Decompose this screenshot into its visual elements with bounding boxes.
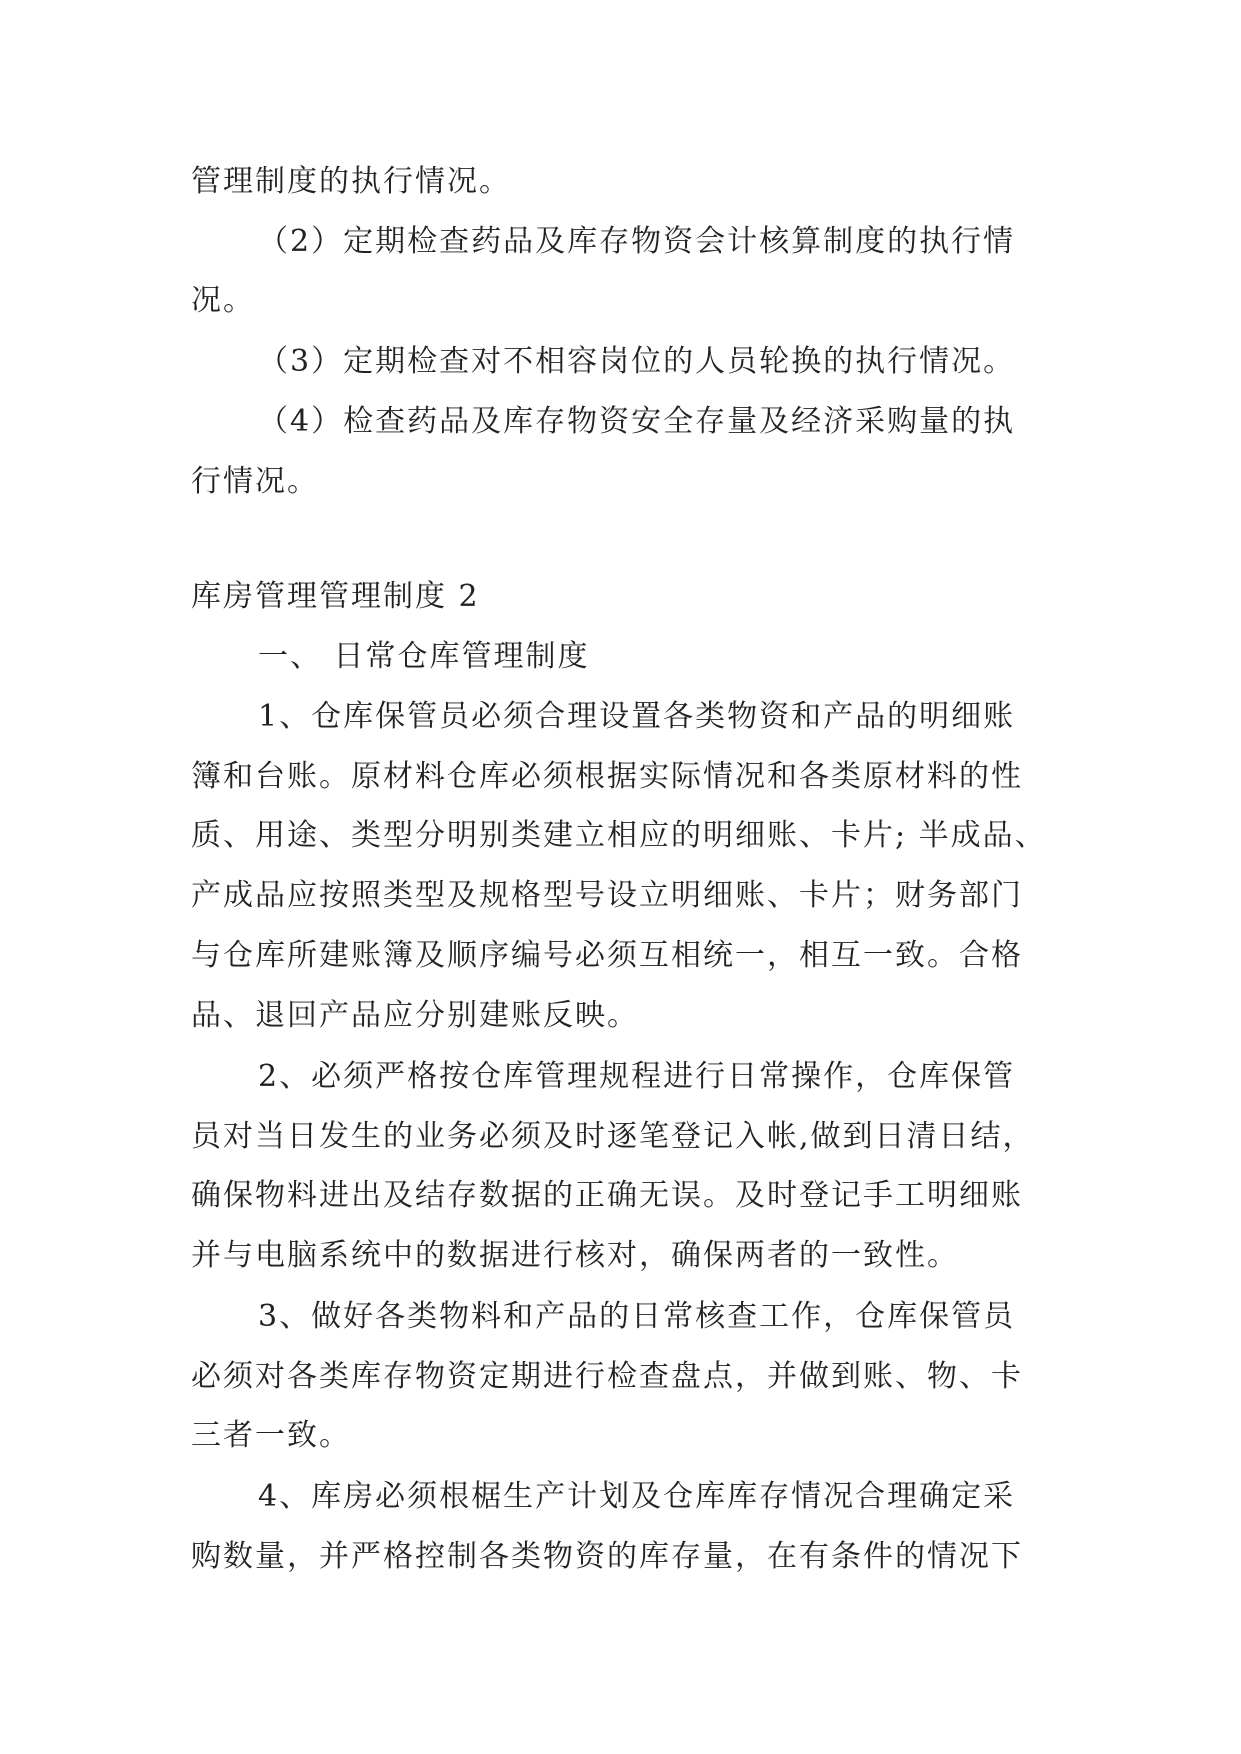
text-line: 况。 bbox=[191, 283, 255, 318]
text-line: 1、仓库保管员必须合理设置各类物资和产品的明细账 bbox=[258, 699, 1016, 734]
text-line: 与仓库所建账簿及顺序编号必须互相统一，相互一致。合格 bbox=[191, 938, 1023, 973]
text-line: 确保物料进出及结存数据的正确无误。及时登记手工明细账 bbox=[191, 1178, 1023, 1213]
text-line: 行情况。 bbox=[191, 464, 319, 499]
text-line: （2）定期检查药品及库存物资会计核算制度的执行情 bbox=[258, 224, 1016, 259]
section-title: 库房管理管理制度 2 bbox=[191, 579, 480, 614]
text-line: 质、用途、类型分明别类建立相应的明细账、卡片; 半成品、 bbox=[191, 818, 1047, 853]
text-line: 员对当日发生的业务必须及时逐笔登记入帐,做到日清日结， bbox=[191, 1119, 1035, 1154]
text-line: 簿和台账。原材料仓库必须根据实际情况和各类原材料的性 bbox=[191, 759, 1023, 794]
text-line: 3、做好各类物料和产品的日常核查工作，仓库保管员 bbox=[258, 1299, 1016, 1334]
text-line: 2、必须严格按仓库管理规程进行日常操作，仓库保管 bbox=[258, 1059, 1016, 1094]
text-line: 管理制度的执行情况。 bbox=[191, 164, 511, 199]
text-line: 并与电脑系统中的数据进行核对，确保两者的一致性。 bbox=[191, 1238, 959, 1273]
text-line: 三者一致。 bbox=[191, 1418, 351, 1453]
subsection-heading: 一、 日常仓库管理制度 bbox=[258, 639, 590, 674]
text-line: （3）定期检查对不相容岗位的人员轮换的执行情况。 bbox=[258, 344, 1016, 379]
text-line: 必须对各类库存物资定期进行检查盘点，并做到账、物、卡 bbox=[191, 1359, 1023, 1394]
text-line: （4）检查药品及库存物资安全存量及经济采购量的执 bbox=[258, 404, 1016, 439]
text-line: 购数量，并严格控制各类物资的库存量，在有条件的情况下 bbox=[191, 1539, 1023, 1574]
text-line: 4、库房必须根椐生产计划及仓库库存情况合理确定采 bbox=[258, 1479, 1016, 1514]
text-line: 品、退回产品应分别建账反映。 bbox=[191, 998, 639, 1033]
text-line: 产成品应按照类型及规格型号设立明细账、卡片；财务部门 bbox=[191, 878, 1023, 913]
